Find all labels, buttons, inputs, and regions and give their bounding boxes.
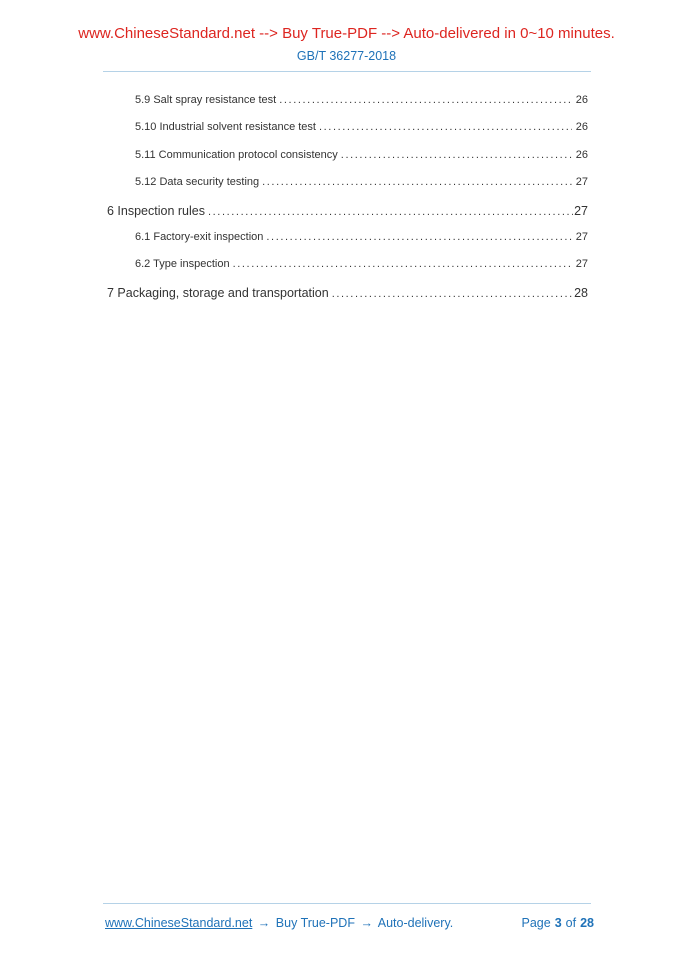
standard-number: GB/T 36277-2018 [296,49,397,63]
footer-action-delivery: Auto-delivery. [377,916,454,930]
toc-entry-page: 26 [575,121,588,134]
toc-dot-leader [319,121,572,133]
toc-entry-page: 27 [575,176,588,189]
toc-entry-page: 26 [575,94,588,106]
toc-entry [107,94,588,121]
toc-entry [107,231,588,258]
toc-dot-leader [266,231,571,243]
toc-entry-page: 27 [575,258,588,271]
footer-site-link[interactable]: www.ChineseStandard.net [105,916,253,930]
toc-entry-page: 27 [575,230,588,243]
toc-dot-leader [233,258,572,270]
toc-entry [107,149,588,176]
footer-promo [105,915,455,931]
toc-entry-title: 5.11 Communication protocol consistency [135,148,338,161]
toc-dot-leader [279,94,572,106]
toc-entry-title: 6.1 Factory-exit inspection [135,230,264,243]
toc-dot-leader [332,288,573,300]
footer-action-buy: Buy True-PDF [275,916,355,930]
header-divider [103,71,591,72]
toc-entry-title: 7 Packaging, storage and transportation [107,285,329,300]
page-indicator-label: Page [521,916,551,930]
toc-entry-title: 5.10 Industrial solvent resistance test [135,121,316,134]
page-indicator [520,915,597,931]
toc-entry [107,204,588,231]
toc-entry-title: 6.2 Type inspection [135,258,230,271]
toc-entry-page: 26 [575,148,588,161]
toc-dot-leader [262,176,572,188]
footer-divider [103,903,591,904]
table-of-contents [107,94,588,313]
toc-entry-title: 5.9 Salt spray resistance test [135,94,277,106]
page-indicator-of: of [565,916,577,930]
top-banner: www.ChineseStandard.net --> Buy True-PDF --> Auto-delivered in 0~10 minutes. [78,25,615,42]
toc-entry-page: 27 [574,203,588,218]
footer-arrow-2-icon: → [360,916,373,930]
page-indicator-total: 28 [580,916,594,930]
toc-entry [107,176,588,203]
toc-entry [107,121,588,148]
toc-entry [107,258,588,285]
toc-dot-leader [208,206,573,218]
toc-entry [107,286,588,313]
toc-dot-leader [341,149,572,161]
toc-entry-title: 6 Inspection rules [107,203,205,218]
page-indicator-current: 3 [554,916,562,930]
toc-entry-page: 28 [574,285,588,300]
page-footer [105,915,596,931]
toc-entry-title: 5.12 Data security testing [135,176,260,189]
footer-arrow-1-icon: → [257,916,271,930]
